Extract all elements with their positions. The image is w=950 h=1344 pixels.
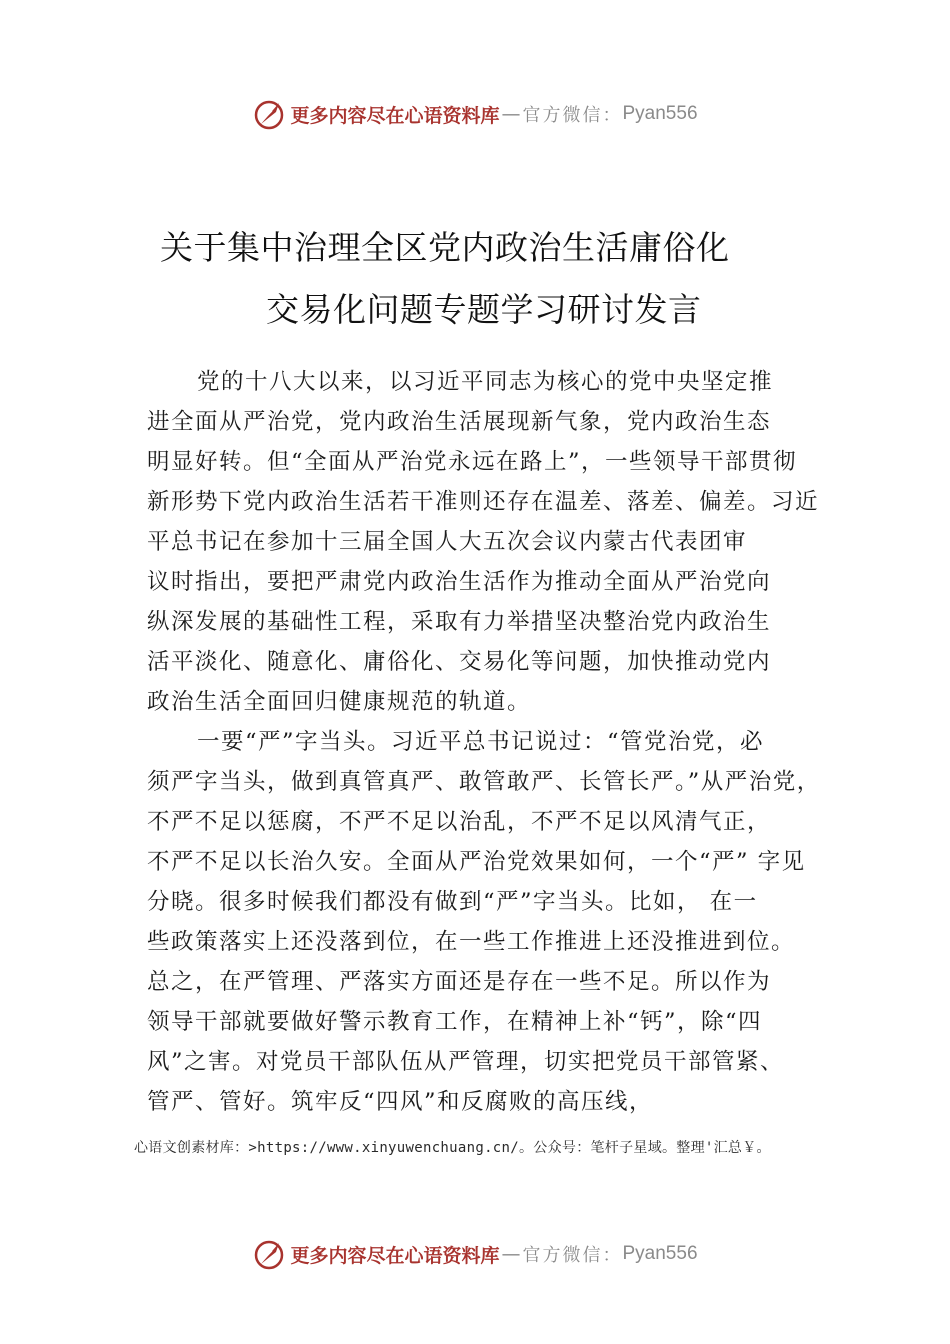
paragraph-line: 纵深发展的基础性工程，采取有力举措坚决整治党内政治生	[147, 609, 772, 635]
header-banner	[0, 92, 950, 136]
document-title-line-1: 关于集中治理全区党内政治生活庸俗化	[160, 228, 730, 267]
paragraph-line: 新形势下党内政治生活若干准则还存在温差、落差、偏差。习近	[147, 489, 820, 515]
paragraph-line: 进全面从严治党，党内政治生活展现新气象，党内政治生态	[147, 409, 772, 435]
paragraph-line: 活平淡化、随意化、庸俗化、交易化等问题，加快推动党内	[147, 649, 772, 675]
paragraph-line: 明显好转。但“全面从严治党永远在路上”，一些领导干部贯彻	[147, 449, 798, 475]
paragraph-line: 议时指出，要把严肃党内政治生活作为推动全面从严治党向	[147, 569, 772, 595]
source-note: 心语文创素材库：>https://www.xinyuwenchuang.cn/。公众号：笔杆子星域。整理'汇总￥。	[134, 1140, 771, 1156]
paragraph-line: 领导干部就要做好警示教育工作，在精神上补“钙”，除“四	[147, 1009, 763, 1035]
paragraph-line: 平总书记在参加十三届全国人大五次会议内蒙古代表团审	[147, 529, 748, 555]
banner-wechat-label: 官方微信：	[522, 1245, 623, 1266]
paragraph-line: 政治生活全面回归健康规范的轨道。	[147, 689, 532, 715]
banner-main-text: 更多内容尽在心语资料库	[290, 104, 500, 127]
paragraph-line: 不严不足以惩腐，不严不足以治乱，不严不足以风清气正，	[147, 809, 772, 835]
banner-dash: —	[501, 103, 521, 125]
banner-wechat-label: 官方微信：	[522, 105, 623, 126]
paragraph-line: 总之，在严管理、严落实方面还是存在一些不足。所以作为	[147, 969, 772, 995]
banner-wechat-id: Pyan556	[622, 1243, 698, 1264]
quill-logo-icon	[252, 1237, 286, 1271]
paragraph-line: 些政策落实上还没落到位，在一些工作推进上还没推进到位。	[147, 929, 796, 955]
paragraph-line: 分晓。很多时候我们都没有做到“严”字当头。比如， 在一	[147, 889, 758, 915]
banner-main-text: 更多内容尽在心语资料库	[290, 1244, 500, 1267]
paragraph-line: 不严不足以长治久安。全面从严治党效果如何，一个“严” 字见	[147, 849, 806, 875]
paragraph-line: 一要“严”字当头。习近平总书记说过：“管党治党，必	[197, 729, 765, 755]
banner-dash: —	[501, 1243, 521, 1265]
quill-logo-icon	[252, 97, 286, 131]
paragraph-line: 党的十八大以来，以习近平同志为核心的党中央坚定推	[197, 369, 774, 395]
paragraph-line: 须严字当头，做到真管真严、敢管敢严、长管长严。”从严治党，	[147, 769, 821, 795]
document-title-line-2: 交易化问题专题学习研讨发言	[266, 290, 702, 329]
paragraph-line: 管严、管好。筑牢反“四风”和反腐败的高压线，	[147, 1089, 654, 1115]
footer-banner	[0, 1232, 950, 1276]
paragraph-line: 风”之害。对党员干部队伍从严管理，切实把党员干部管紧、	[147, 1049, 785, 1075]
banner-wechat-id: Pyan556	[622, 103, 698, 124]
